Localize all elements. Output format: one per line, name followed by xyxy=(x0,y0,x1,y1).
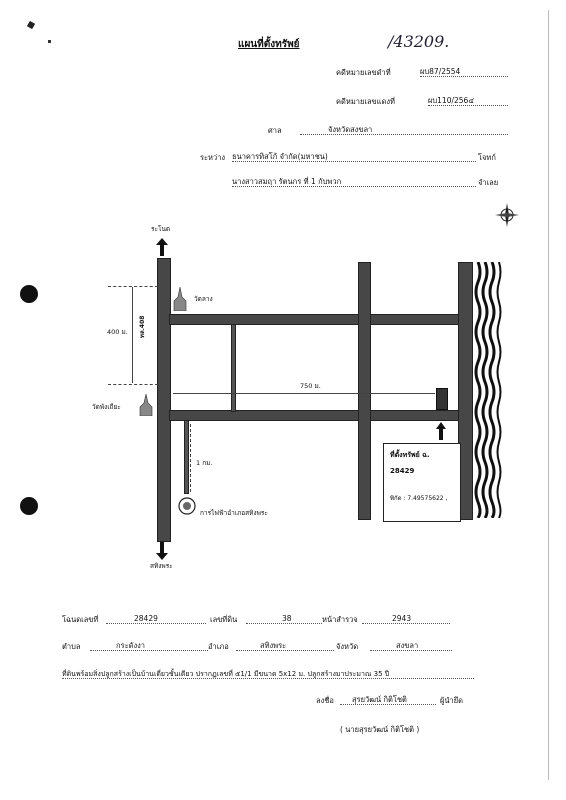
compass-icon xyxy=(494,202,520,228)
arrow-down-icon xyxy=(156,542,168,560)
electricity-office-label: การไฟฟ้าอำเภอสทิงพระ xyxy=(200,509,268,517)
road-408 xyxy=(157,258,171,542)
black-case-label: คดีหมายเลขดำที่ xyxy=(336,68,391,77)
between-label: ระหว่าง xyxy=(200,153,226,162)
deed-value: 28429 xyxy=(106,615,206,624)
court-value: จังหวัดสงขลา xyxy=(300,126,508,135)
south-destination: สทิงพระ xyxy=(150,562,173,570)
deed-label: โฉนดเลขที่ xyxy=(62,615,99,624)
temple-left-label: วัดพังเถียะ xyxy=(92,403,121,411)
property-description: ที่ดินพร้อมสิ่งปลูกสร้างเป็นบ้านเดี่ยวชั้นเดียว ปรากฏเลขที่ ๕1/1 มีขนาด 5x12 ม. ปลูกสร้างมาประมาณ 35 ปี xyxy=(62,671,474,679)
temple-icon xyxy=(172,287,188,311)
survey-value: 2943 xyxy=(362,615,450,624)
amphoe-value: สทิงพระ xyxy=(236,642,334,651)
property-info-box xyxy=(383,443,461,522)
plaintiff-name: ธนาคารทิสโก้ จำกัด(มหาชน) xyxy=(232,153,476,162)
binder-hole-bottom xyxy=(20,497,38,515)
distance-1km: 1 กม. xyxy=(196,459,213,467)
tambon-value: กระดังงา xyxy=(90,642,208,651)
scan-mark xyxy=(27,21,35,29)
signature-name: สุรยวัฒน์ กิติโชติ xyxy=(340,696,436,705)
arrow-up-icon xyxy=(156,238,168,256)
court-label: ศาล xyxy=(268,126,282,135)
canal xyxy=(474,262,502,518)
dim-400-line xyxy=(132,287,133,383)
road-408-label: ทล.408 xyxy=(139,315,146,338)
distance-400: 400 ม. xyxy=(107,328,128,336)
binder-hole-top xyxy=(20,285,38,303)
red-case-value: ผบ110/256๔ xyxy=(428,97,508,106)
dim-400-top xyxy=(108,286,158,287)
right-border-line xyxy=(548,10,549,780)
signature-role: ผู้นำยึด xyxy=(440,696,463,705)
province-value: สงขลา xyxy=(370,642,452,651)
printed-name: ( นายสุรยวัฒน์ กิติโชติ ) xyxy=(340,725,420,734)
road-branch-south xyxy=(184,420,189,494)
road-middle-vertical xyxy=(358,262,371,520)
red-case-label: คดีหมายเลขแดงที่ xyxy=(336,97,395,106)
property-box-line1: ที่ตั้งทรัพย์ ฉ. xyxy=(390,451,430,459)
land-value: 38 xyxy=(246,615,322,624)
property-marker xyxy=(436,388,448,410)
temple-icon xyxy=(138,394,154,416)
distance-750: 750 ม. xyxy=(300,382,321,390)
road-upper-horizontal xyxy=(169,314,459,325)
property-box-line2: 28429 xyxy=(390,467,415,475)
arrow-up-icon xyxy=(436,422,446,440)
survey-label: หน้าสำรวจ xyxy=(322,615,358,624)
scan-mark xyxy=(48,40,51,43)
amphoe-label: อำเภอ xyxy=(208,642,229,651)
road-lower-horizontal xyxy=(169,410,459,421)
dim-1km-line xyxy=(190,424,191,492)
plaintiff-role: โจทก์ xyxy=(478,153,496,162)
page-title: แผนที่ตั้งทรัพย์ xyxy=(238,39,300,50)
road-short-vertical xyxy=(231,324,236,412)
land-label: เลขที่ดิน xyxy=(210,615,238,624)
province-label: จังหวัด xyxy=(336,642,359,651)
defendant-role: จำเลย xyxy=(478,178,499,187)
defendant-name: นางสาวสมฤา รัตนกร ที่ 1 กับพวก xyxy=(232,178,476,187)
north-destination: ระโนด xyxy=(151,225,171,233)
tambon-label: ตำบล xyxy=(62,642,81,651)
signature-label: ลงชื่อ xyxy=(316,696,334,705)
dim-400-bottom xyxy=(108,384,158,385)
dim-750-line xyxy=(173,393,435,394)
temple-top-label: วัดลาง xyxy=(194,295,213,303)
property-box-line3: พิกัด : 7.49575622 , xyxy=(390,495,448,502)
pea-logo-icon xyxy=(178,497,196,515)
black-case-value: ผบ87/2554 xyxy=(420,68,508,77)
handwritten-number: /43209. xyxy=(388,32,450,51)
